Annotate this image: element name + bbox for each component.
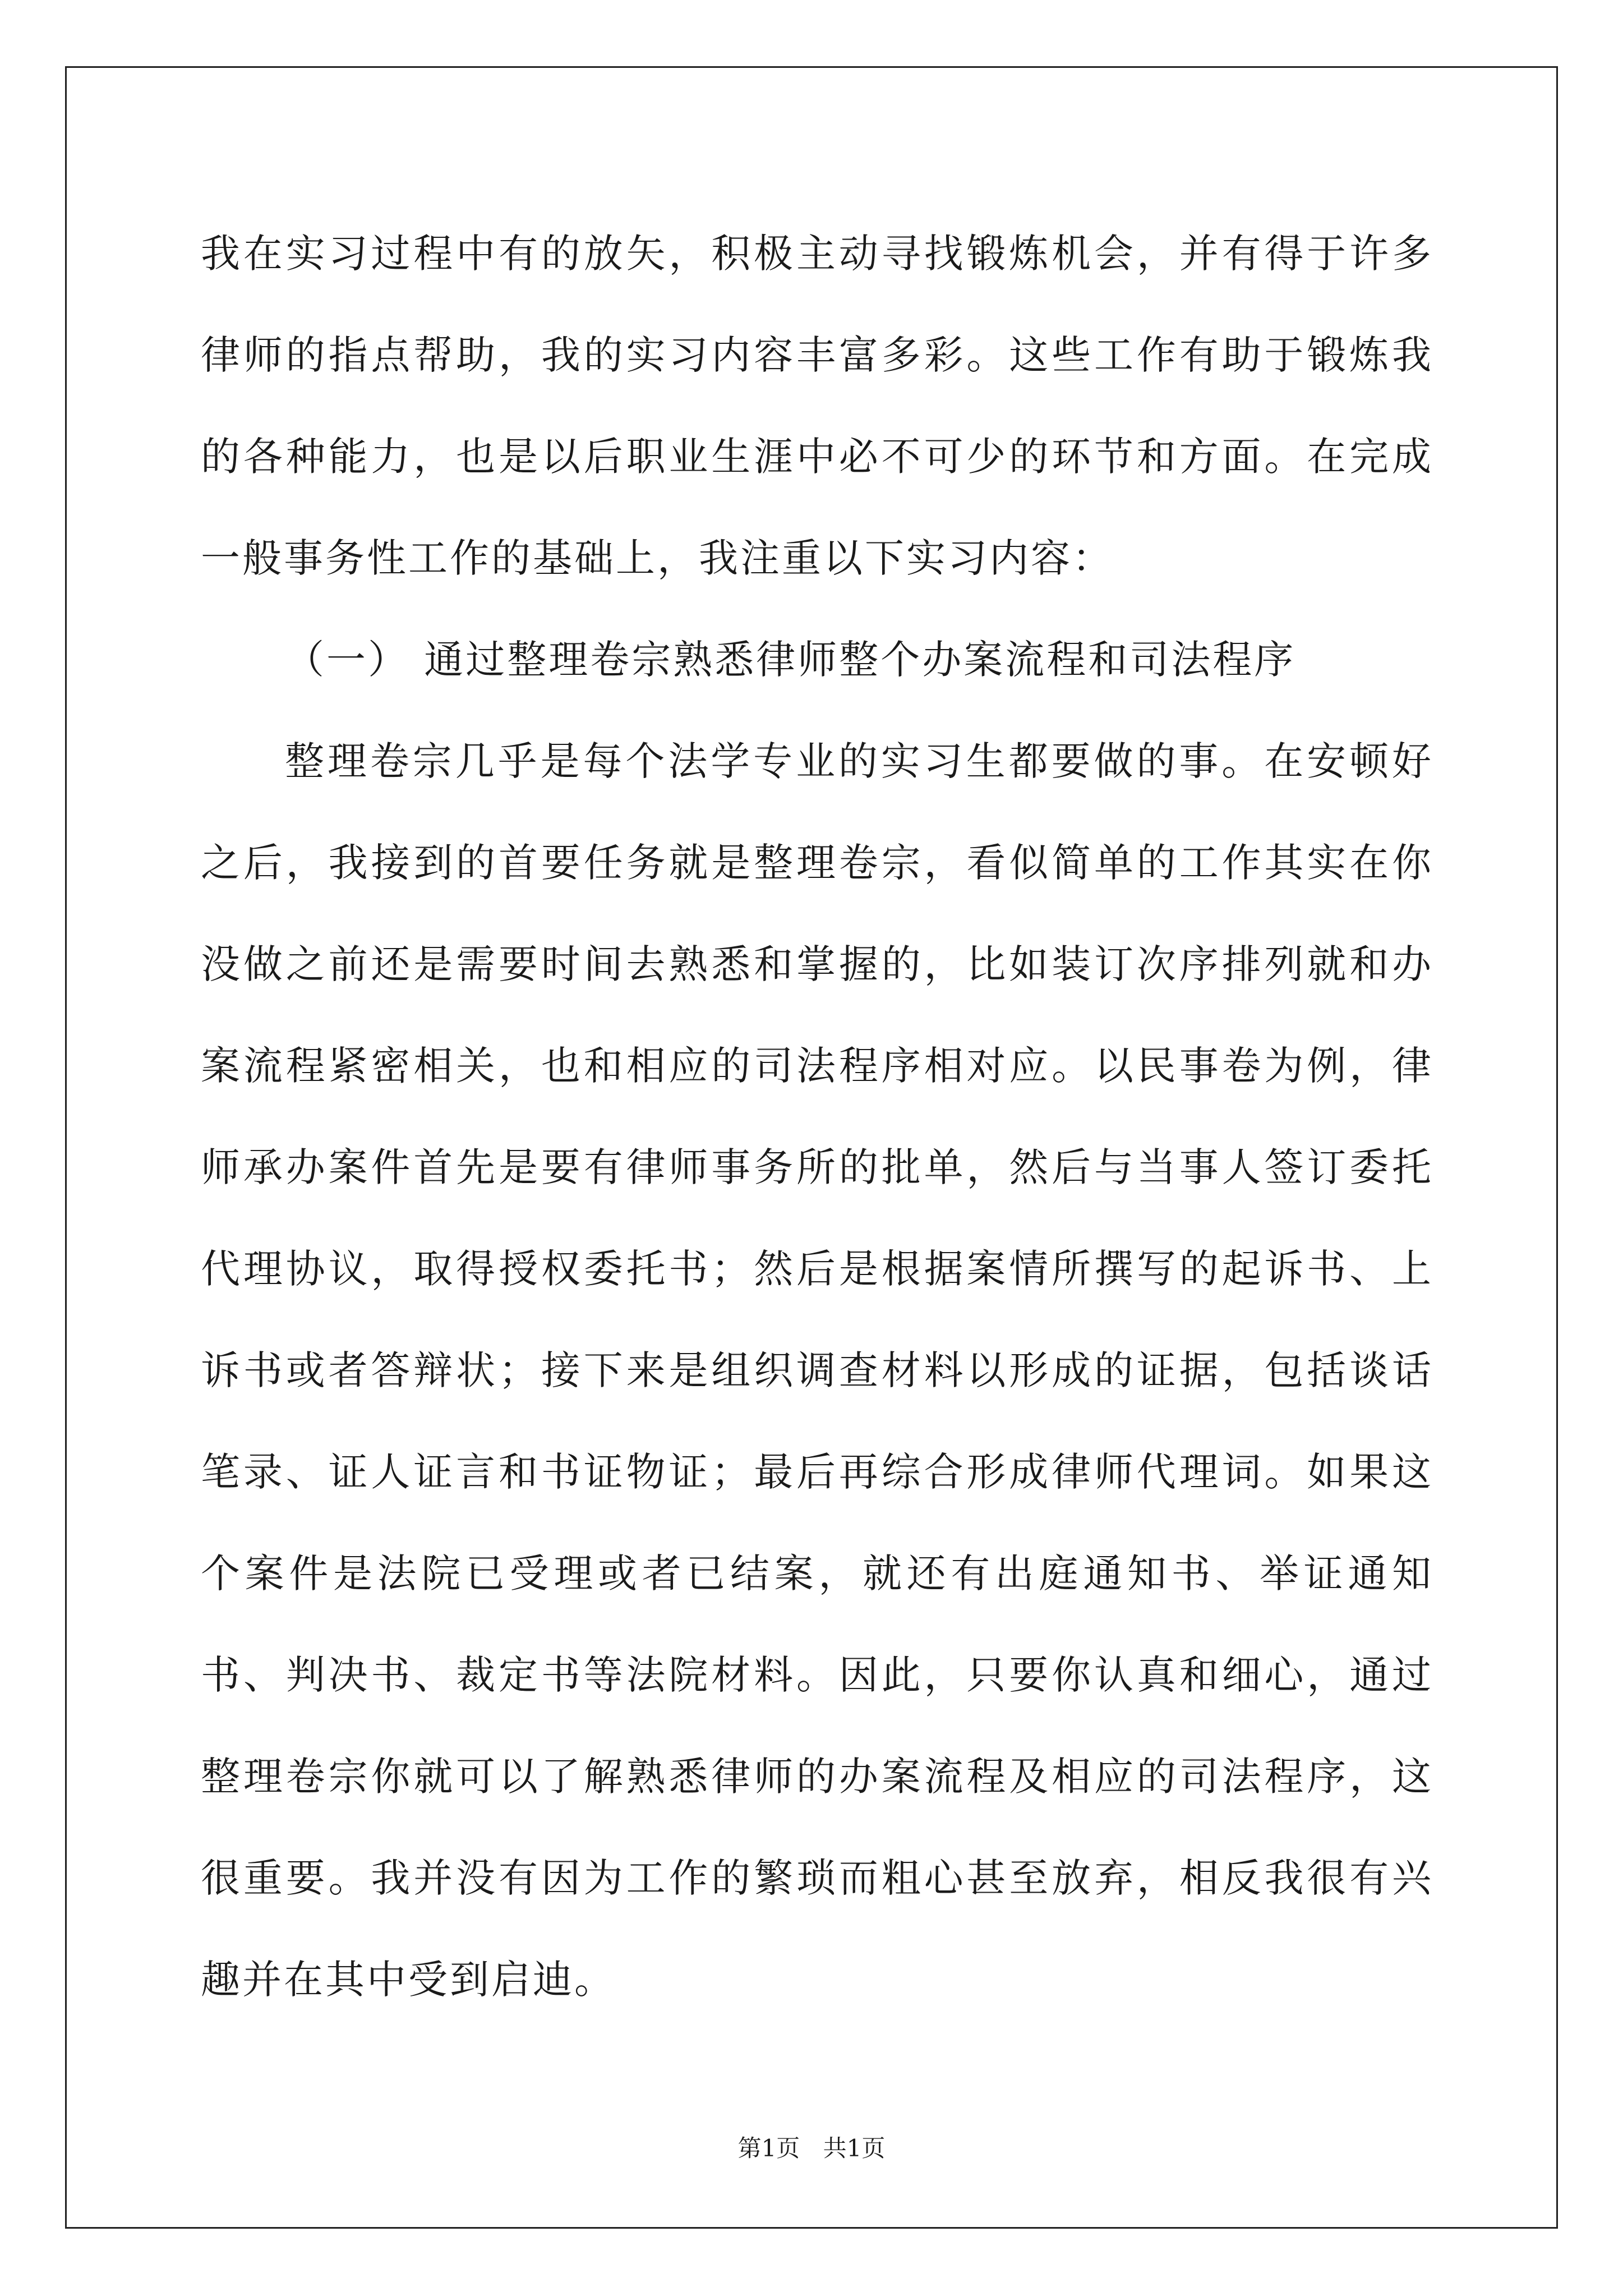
section-heading: （一） 通过整理卷宗熟悉律师整个办案流程和司法程序 bbox=[285, 637, 1296, 683]
paragraph-case-files: 整理卷宗几乎是每个法学专业的实习生都要做的事。在安顿好之后，我接到的首要任务就是整理卷宗，看似简单的工作其实在你没做之前还是需要时间去熟悉和掌握的，比如装订次序排列就和办案流程紧密相关，也和相应的司法程序相对应。以民事卷为例，律师承办案件首先是要有律师事务所的批单，然后与当事人签订委托代理协议，取得授权委托书；然后是根据案情所撰写的起诉书、上诉书或者答辩状；接下来是组织调查材料以形成的证据，包括谈话笔录、证人证言和书证物证；最后再综合形成律师代理词。如果这个案件是法院已受理或者已结案，就还有出庭通知书、举证通知书、判决书、裁定书等法院材料。因此，只要你认真和细心，通过整理卷宗你就可以了解熟悉律师的办案流程及相应的司法程序，这很重要。我并没有因为工作的繁琐而粗心甚至放弃，相反我很有兴趣并在其中受到启迪。 bbox=[201, 738, 1433, 2003]
page-number-current: 第1页 bbox=[737, 2134, 800, 2162]
document-body bbox=[201, 203, 1433, 2031]
paragraph-intro: 我在实习过程中有的放矢，积极主动寻找锻炼机会，并有得于许多律师的指点帮助，我的实习内容丰富多彩。这些工作有助于锻炼我的各种能力，也是以后职业生涯中必不可少的环节和方面。在完成一般事务性工作的基础上，我注重以下实习内容： bbox=[201, 231, 1433, 581]
page-footer bbox=[0, 2132, 1623, 2165]
page-number-total: 共1页 bbox=[823, 2134, 886, 2162]
